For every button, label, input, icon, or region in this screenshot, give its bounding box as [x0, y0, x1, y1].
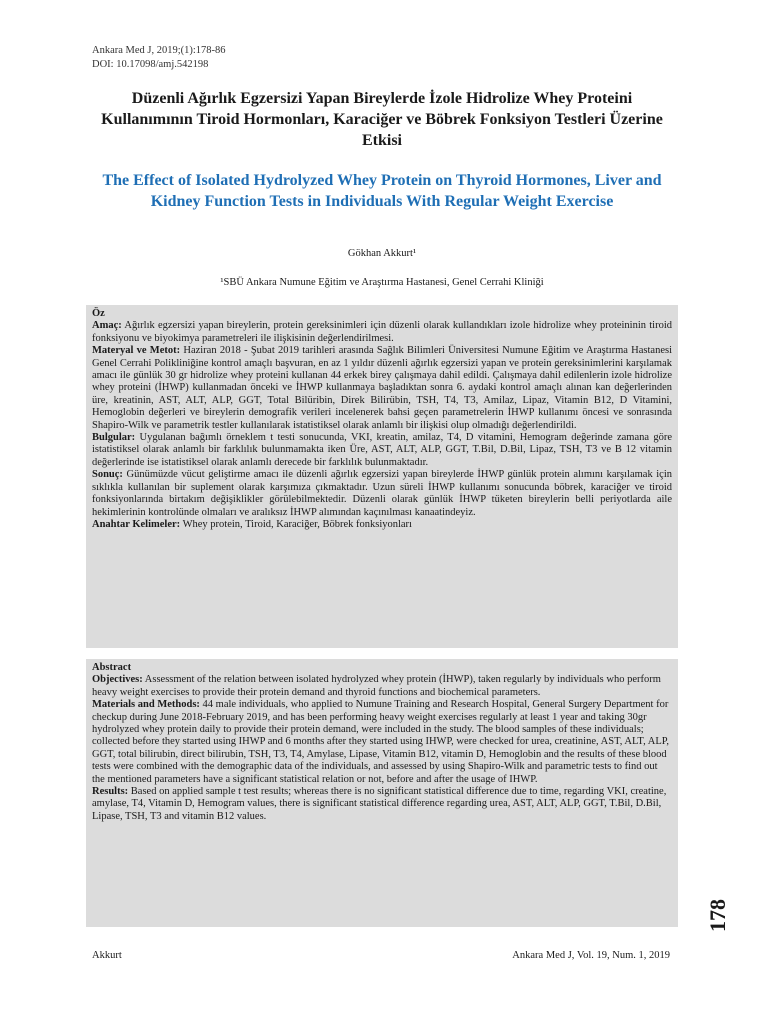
affiliation: ¹SBÜ Ankara Numune Eğitim ve Araştırma Hastanesi, Genel Cerrahi Kliniği	[220, 277, 544, 288]
abstract-methods-text: 44 male individuals, who applied to Numune Training and Research Hospital, General Surgery Department for checkup during June 2018-February 2019, and has been performing heavy weight exercises regularly at least 1 year and taking 30gr hydrolyzed whey protein daily to provide their protein demand, were included in the study. The blood samples of these individuals; collected before they started using IHWP and 6 months after they started using IHWP, were checked for urea, creatinine, AST, ALT, ALP, GGT, total bilirubin, direct bilirubin, TSH, T3, T4, Amylase, Lipase, Vitamin B12, vitamin D, Hemoglobin and the results of these blood tests were combined with the demographic data of the individuals, and assessed by using Shapiro-Wilk and parametric tests to find out the mentioned parameters have a significant statistical relation or not, before and after the usage of IHWP.	[92, 699, 670, 785]
oz-sonuc-label: Sonuç:	[92, 469, 123, 481]
footer-author: Akkurt	[92, 950, 122, 961]
oz-sonuc-text: Günümüzde vücut geliştirme amacı ile düzenli ağırlık egzersizi yapan bireylerde İHWP günlük protein alımını karşılamak için sıklıkla kullanılan bir suplement olarak karşımıza çıkmaktadır. Uzun süreli İHWP kullanımı sonucunda böbrek, karaciğer ve tiroid fonksiyonlarında birtakım değişiklikler görülebilmektedir. Düzenli olarak günlük İHWP tüketen bireylerin belli periyotlarda aile hekimlerinin kontrolünde olmaları ve aralıksız İHWP alımından kaçınılması kanaatindeyiz.	[92, 469, 673, 518]
abstract-results	[92, 786, 672, 823]
oz-sonuc	[92, 469, 672, 519]
author: Gökhan Akkurt¹	[347, 248, 417, 259]
footer-journal: Ankara Med J, Vol. 19, Num. 1, 2019	[512, 950, 670, 961]
title-turkish: Düzenli Ağırlık Egzersizi Yapan Bireylerde İzole Hidrolize Whey Proteini Kullanımının Tiroid Hormonları, Karaciğer ve Böbrek Fonksiyon Testleri Üzerine Etkisi	[101, 90, 663, 149]
oz-heading: Öz	[92, 308, 105, 319]
oz-keywords-label: Anahtar Kelimeler:	[92, 518, 181, 530]
page-number: 178	[705, 899, 730, 932]
oz-metot-text: Haziran 2018 - Şubat 2019 tarihleri arasında Sağlık Bilimleri Üniversitesi Numune Eğitim ve Araştırma Hastanesi Genel Cerrahi Polikliniğine kontrol amaçlı başvuran, en az 1 yıldır düzenli ağırlık egzersizi yapan ve protein gereksinimlerini karşılamak amacı ile günlük 30 gr hidrolize whey proteini kullanan 44 erkek birey çalışmaya dahil edildi. Çalışmaya dahil edilenlerin izole hidrolize whey proteini (İHWP) kullanmadan önceki ve İHWP kullanmaya başladıktan sonra 6. aydaki kontrol amaçlı alınan kan değerlerinden üre, kreatinin, AST, ALT, ALP, GGT, Total Bilüribin, Direk Bilirübin, TSH, T4, T3, Amilaz, Lipaz, Vitamin B12, D Vitamini, Hemoglobin değerleri ve bireylerin demografik verileri incelenerek bahsi geçen parametrelerin İHWP kullanımı öncesi ve sonrasında Shapiro-Wilk ve parametrik testler kullanılarak istatistiksel olarak anlamlı bir ilişkisi olup olmadığı değerlendirildi.	[92, 345, 672, 431]
abstract-methods	[92, 699, 672, 786]
abstract-methods-label: Materials and Methods:	[92, 699, 200, 711]
oz-amac-text: Ağırlık egzersizi yapan bireylerin, protein gereksinimleri için düzenli olarak kullandıkları izole hidrolize whey proteininin tiroid fonksiyonu ve biyokimya parametreleri ile ilişkisinin değerlendirilmesi.	[92, 320, 672, 344]
oz-bulgular-text: Uygulanan bağımlı örneklem t testi sonucunda, VKI, kreatin, amilaz, T4, D vitamini, Hemogram değerinde zamana göre istatistiksel olarak anlamlı bir farklılık bulunmamakta iken Üre, AST, ALT, ALP, GGT, T.Bil, D.Bil, Lipaz, TSH, T3 ve B 12 vitamin değerlerinde ise istatistiksel olarak anlamlı derecede bir farklılık bulunmaktadır.	[92, 432, 672, 468]
abstract-objectives	[92, 674, 672, 699]
citation-block	[92, 44, 226, 72]
oz-bulgular-label: Bulgular:	[92, 432, 136, 444]
abstract-objectives-text: Assessment of the relation between isolated hydrolyzed whey protein (İHWP), taken regularly by individuals who perform heavy weight exercises to provide their protein demand and thyroid functions and biochemical parameters.	[92, 674, 661, 698]
abstract-english-box	[86, 659, 678, 927]
abstract-heading: Abstract	[92, 662, 132, 673]
abstract-results-label: Results:	[92, 786, 129, 798]
abstract-results-text: Based on applied sample t test results; whereas there is no significant statistical difference due to time, regarding VKI, creatine, amylase, T4, Vitamin D, Hemogram values, there is significant statistical difference regarding urea, AST, ALT, ALP, GGT, T.Bil, D.Bil, Lipase, TSH, T3 and vitamin B12 values.	[92, 786, 667, 822]
citation: Ankara Med J, 2019;(1):178-86	[92, 45, 226, 56]
oz-bulgular	[92, 432, 672, 469]
abstract-turkish-box	[86, 305, 678, 648]
title-english: The Effect of Isolated Hydrolyzed Whey Protein on Thyroid Hormones, Liver and Kidney Function Tests in Individuals With Regular Weight Exercise	[102, 172, 662, 210]
oz-amac	[92, 320, 672, 345]
oz-metot-label: Materyal ve Metot:	[92, 345, 181, 357]
oz-amac-label: Amaç:	[92, 320, 122, 332]
oz-metot	[92, 345, 672, 432]
doi: DOI: 10.17098/amj.542198	[92, 59, 209, 70]
abstract-objectives-label: Objectives:	[92, 674, 143, 686]
oz-keywords	[92, 519, 672, 531]
oz-keywords-text: Whey protein, Tiroid, Karaciğer, Böbrek fonksiyonları	[182, 518, 412, 530]
